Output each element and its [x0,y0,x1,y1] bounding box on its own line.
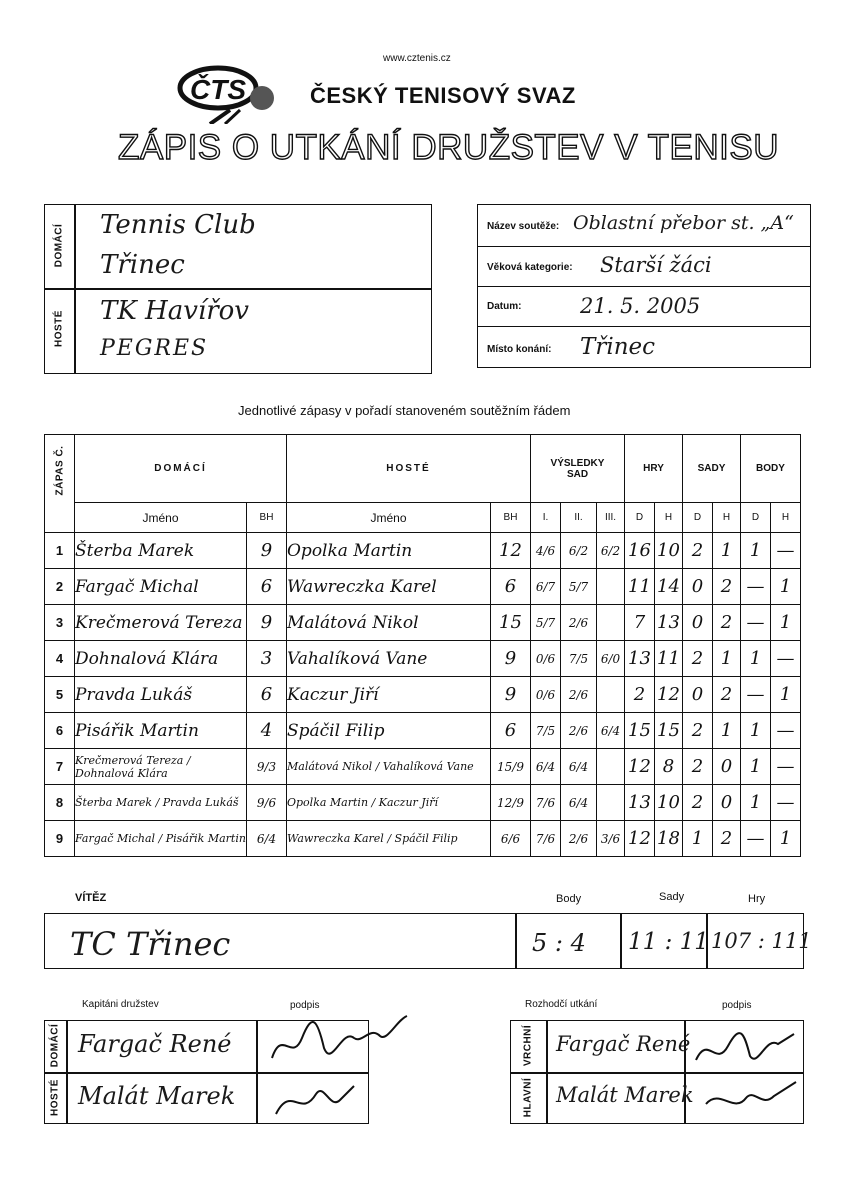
table-row [45,569,801,605]
points-guest: — [771,533,801,569]
winner-label: VÍTĚZ [75,892,107,904]
guest-player-bh: 9 [491,677,531,713]
home-player-name: Dohnalová Klára [75,641,247,677]
website-url: www.cztenis.cz [383,53,451,64]
points-guest: 1 [771,677,801,713]
guest-player-bh: 15 [491,605,531,641]
match-number: 7 [45,749,75,785]
sets-home: 0 [683,569,713,605]
set1-score: 0/6 [531,677,561,713]
home-player-bh: 6 [247,677,287,713]
set3-score [597,677,625,713]
home-player-name: Šterba Marek / Pravda Lukáš [75,785,247,821]
table-row [45,641,801,677]
home-player-bh: 6/4 [247,821,287,857]
set2-score: 7/5 [561,641,597,677]
winner-sets: 11 : 11 [628,929,709,955]
set2-score: 2/6 [561,677,597,713]
matches-table [44,434,801,857]
captain-guest-signature [266,1074,366,1122]
sets-guest: 2 [713,821,741,857]
table-row [45,749,801,785]
sets-guest: 0 [713,749,741,785]
guest-player-name: Malátová Nikol [287,605,491,641]
games-guest: 15 [655,713,683,749]
set1-score: 7/5 [531,713,561,749]
points-d-header: D [741,503,771,533]
federation-name: ČESKÝ TENISOVÝ SVAZ [310,83,576,108]
set3-score [597,569,625,605]
winner-sets-label: Sady [659,891,685,903]
set3-header: III. [597,503,625,533]
points-home: — [741,677,771,713]
guest-player-name: Wawreczka Karel / Spáčil Filip [287,821,491,857]
games-home: 13 [625,641,655,677]
age-category-value: Starší žáci [600,253,712,277]
referee-main-signature [700,1074,800,1122]
sets-guest: 1 [713,713,741,749]
games-home: 13 [625,785,655,821]
captains-sign-label: podpis [290,1000,320,1011]
guest-player-bh: 9 [491,641,531,677]
set1-score: 6/7 [531,569,561,605]
match-number: 8 [45,785,75,821]
guest-player-name: Kaczur Jiří [287,677,491,713]
referees-title: Rozhodčí utkání [525,999,598,1010]
competition-label: Název soutěže: [487,221,560,232]
games-header: HRY [625,435,683,503]
home-player-name: Fargač Michal / Pisářik Martin [75,821,247,857]
date-label: Datum: [487,301,522,312]
points-home: — [741,569,771,605]
match-number: 1 [45,533,75,569]
set1-score: 4/6 [531,533,561,569]
points-guest: 1 [771,569,801,605]
guest-player-bh: 15/9 [491,749,531,785]
referee-upper-signature [688,1024,800,1072]
home-player-name: Krečmerová Tereza [75,605,247,641]
guest-player-bh: 6 [491,713,531,749]
set2-score: 5/7 [561,569,597,605]
date-value: 21. 5. 2005 [580,294,701,318]
games-d-header: D [625,503,655,533]
set2-score: 6/2 [561,533,597,569]
home-player-name: Šterba Marek [75,533,247,569]
home-header: DOMÁCÍ [75,435,287,503]
set2-score: 2/6 [561,605,597,641]
sets-home: 2 [683,785,713,821]
page-title: ZÁPIS O UTKÁNÍ DRUŽSTEV V TENISU [118,128,780,167]
winner-games: 107 : 111 [711,929,812,953]
match-number: 2 [45,569,75,605]
set1-score: 7/6 [531,821,561,857]
games-guest: 18 [655,821,683,857]
table-row [45,533,801,569]
set3-score: 6/2 [597,533,625,569]
matches-caption: Jednotlivé zápasy v pořadí stanoveném soutěžním řádem [238,403,571,418]
captain-home-signature [262,1008,412,1072]
winner-points: 5 : 4 [532,929,586,957]
guest-player-name: Opolka Martin [287,533,491,569]
guest-team-name-2: PEGRES [100,336,209,361]
home-name-header: Jméno [75,503,247,533]
age-category-label: Věková kategorie: [487,262,573,273]
referee-upper-name: Fargač René [556,1032,691,1056]
games-home: 7 [625,605,655,641]
games-guest: 11 [655,641,683,677]
set3-score [597,605,625,641]
results-header: VÝSLEDKY SAD [531,435,625,503]
home-player-bh: 9/3 [247,749,287,785]
sets-home: 2 [683,749,713,785]
games-home: 12 [625,821,655,857]
table-row [45,821,801,857]
home-player-name: Pisářik Martin [75,713,247,749]
points-home: 1 [741,749,771,785]
points-guest: — [771,749,801,785]
points-guest: 1 [771,605,801,641]
guest-player-bh: 6/6 [491,821,531,857]
set1-score: 7/6 [531,785,561,821]
set1-score: 6/4 [531,749,561,785]
sets-home: 1 [683,821,713,857]
points-guest: 1 [771,821,801,857]
sets-guest: 1 [713,533,741,569]
set2-score: 2/6 [561,821,597,857]
points-header: BODY [741,435,801,503]
home-team-label: DOMÁCÍ [53,223,65,268]
match-number: 3 [45,605,75,641]
winner-name: TC Třinec [70,925,231,963]
set1-header: I. [531,503,561,533]
home-player-bh: 9 [247,533,287,569]
sets-home: 2 [683,533,713,569]
set3-score [597,749,625,785]
guest-bh-header: BH [491,503,531,533]
guest-player-bh: 6 [491,569,531,605]
games-h-header: H [655,503,683,533]
set3-score [597,785,625,821]
games-home: 2 [625,677,655,713]
captains-title: Kapitáni družstev [82,999,159,1010]
home-player-bh: 6 [247,569,287,605]
svg-text:ČTS: ČTS [190,74,246,105]
guest-player-bh: 12 [491,533,531,569]
guest-player-bh: 12/9 [491,785,531,821]
referee-main-label: HLAVNÍ [522,1077,534,1118]
sets-h-header: H [713,503,741,533]
games-guest: 10 [655,533,683,569]
sets-guest: 2 [713,677,741,713]
captain-home-label: DOMÁCÍ [49,1023,61,1068]
match-number: 9 [45,821,75,857]
guest-player-name: Wawreczka Karel [287,569,491,605]
captain-home-name: Fargač René [78,1030,232,1058]
guest-player-name: Malátová Nikol / Vahalíková Vane [287,749,491,785]
points-home: 1 [741,533,771,569]
set3-score: 6/4 [597,713,625,749]
winner-points-label: Body [556,893,582,905]
table-row [45,605,801,641]
home-player-bh: 4 [247,713,287,749]
set1-score: 0/6 [531,641,561,677]
sets-home: 0 [683,677,713,713]
home-player-name: Fargač Michal [75,569,247,605]
set1-score: 5/7 [531,605,561,641]
winner-games-label: Hry [748,893,766,905]
table-row [45,785,801,821]
venue-label: Místo konání: [487,344,552,355]
games-home: 15 [625,713,655,749]
guest-player-name: Opolka Martin / Kaczur Jiří [287,785,491,821]
captain-guest-name: Malát Marek [78,1082,236,1110]
guest-player-name: Vahalíková Vane [287,641,491,677]
table-row [45,677,801,713]
games-home: 12 [625,749,655,785]
guest-header: HOSTÉ [287,435,531,503]
set2-score: 6/4 [561,785,597,821]
sets-home: 2 [683,713,713,749]
points-guest: — [771,641,801,677]
points-home: — [741,821,771,857]
home-player-bh: 9/6 [247,785,287,821]
points-h-header: H [771,503,801,533]
home-team-name-1: Tennis Club [100,210,256,240]
home-player-bh: 9 [247,605,287,641]
games-home: 16 [625,533,655,569]
games-guest: 13 [655,605,683,641]
games-guest: 8 [655,749,683,785]
sets-guest: 2 [713,605,741,641]
set3-score: 6/0 [597,641,625,677]
match-number: 4 [45,641,75,677]
points-home: 1 [741,713,771,749]
table-row [45,713,801,749]
set3-score: 3/6 [597,821,625,857]
federation-logo [170,58,290,124]
games-guest: 12 [655,677,683,713]
home-team-name-2: Třinec [100,250,185,280]
sets-home: 0 [683,605,713,641]
sets-d-header: D [683,503,713,533]
games-guest: 14 [655,569,683,605]
competition-value: Oblastní přebor st. „A“ [573,212,794,234]
points-home: — [741,605,771,641]
set2-score: 2/6 [561,713,597,749]
sets-guest: 2 [713,569,741,605]
home-player-name: Krečmerová Tereza / Dohnalová Klára [75,749,247,785]
points-home: 1 [741,785,771,821]
match-number: 5 [45,677,75,713]
home-bh-header: BH [247,503,287,533]
sets-home: 2 [683,641,713,677]
guest-team-name-1: TK Havířov [100,296,249,326]
referee-main-name: Malát Marek [556,1083,694,1107]
set2-score: 6/4 [561,749,597,785]
guest-team-label: HOSTÉ [53,310,65,347]
games-home: 11 [625,569,655,605]
sets-guest: 1 [713,641,741,677]
sets-header: SADY [683,435,741,503]
home-player-bh: 3 [247,641,287,677]
sets-guest: 0 [713,785,741,821]
referees-sign-label: podpis [722,1000,752,1011]
match-number: 6 [45,713,75,749]
captain-guest-label: HOSTÉ [49,1079,61,1116]
venue-value: Třinec [580,334,655,360]
points-home: 1 [741,641,771,677]
points-guest: — [771,713,801,749]
games-guest: 10 [655,785,683,821]
referee-upper-label: VRCHNÍ [522,1024,534,1067]
guest-player-name: Spáčil Filip [287,713,491,749]
points-guest: — [771,785,801,821]
home-player-name: Pravda Lukáš [75,677,247,713]
set2-header: II. [561,503,597,533]
guest-name-header: Jméno [287,503,491,533]
match-no-header: ZÁPAS Č. [54,445,66,496]
